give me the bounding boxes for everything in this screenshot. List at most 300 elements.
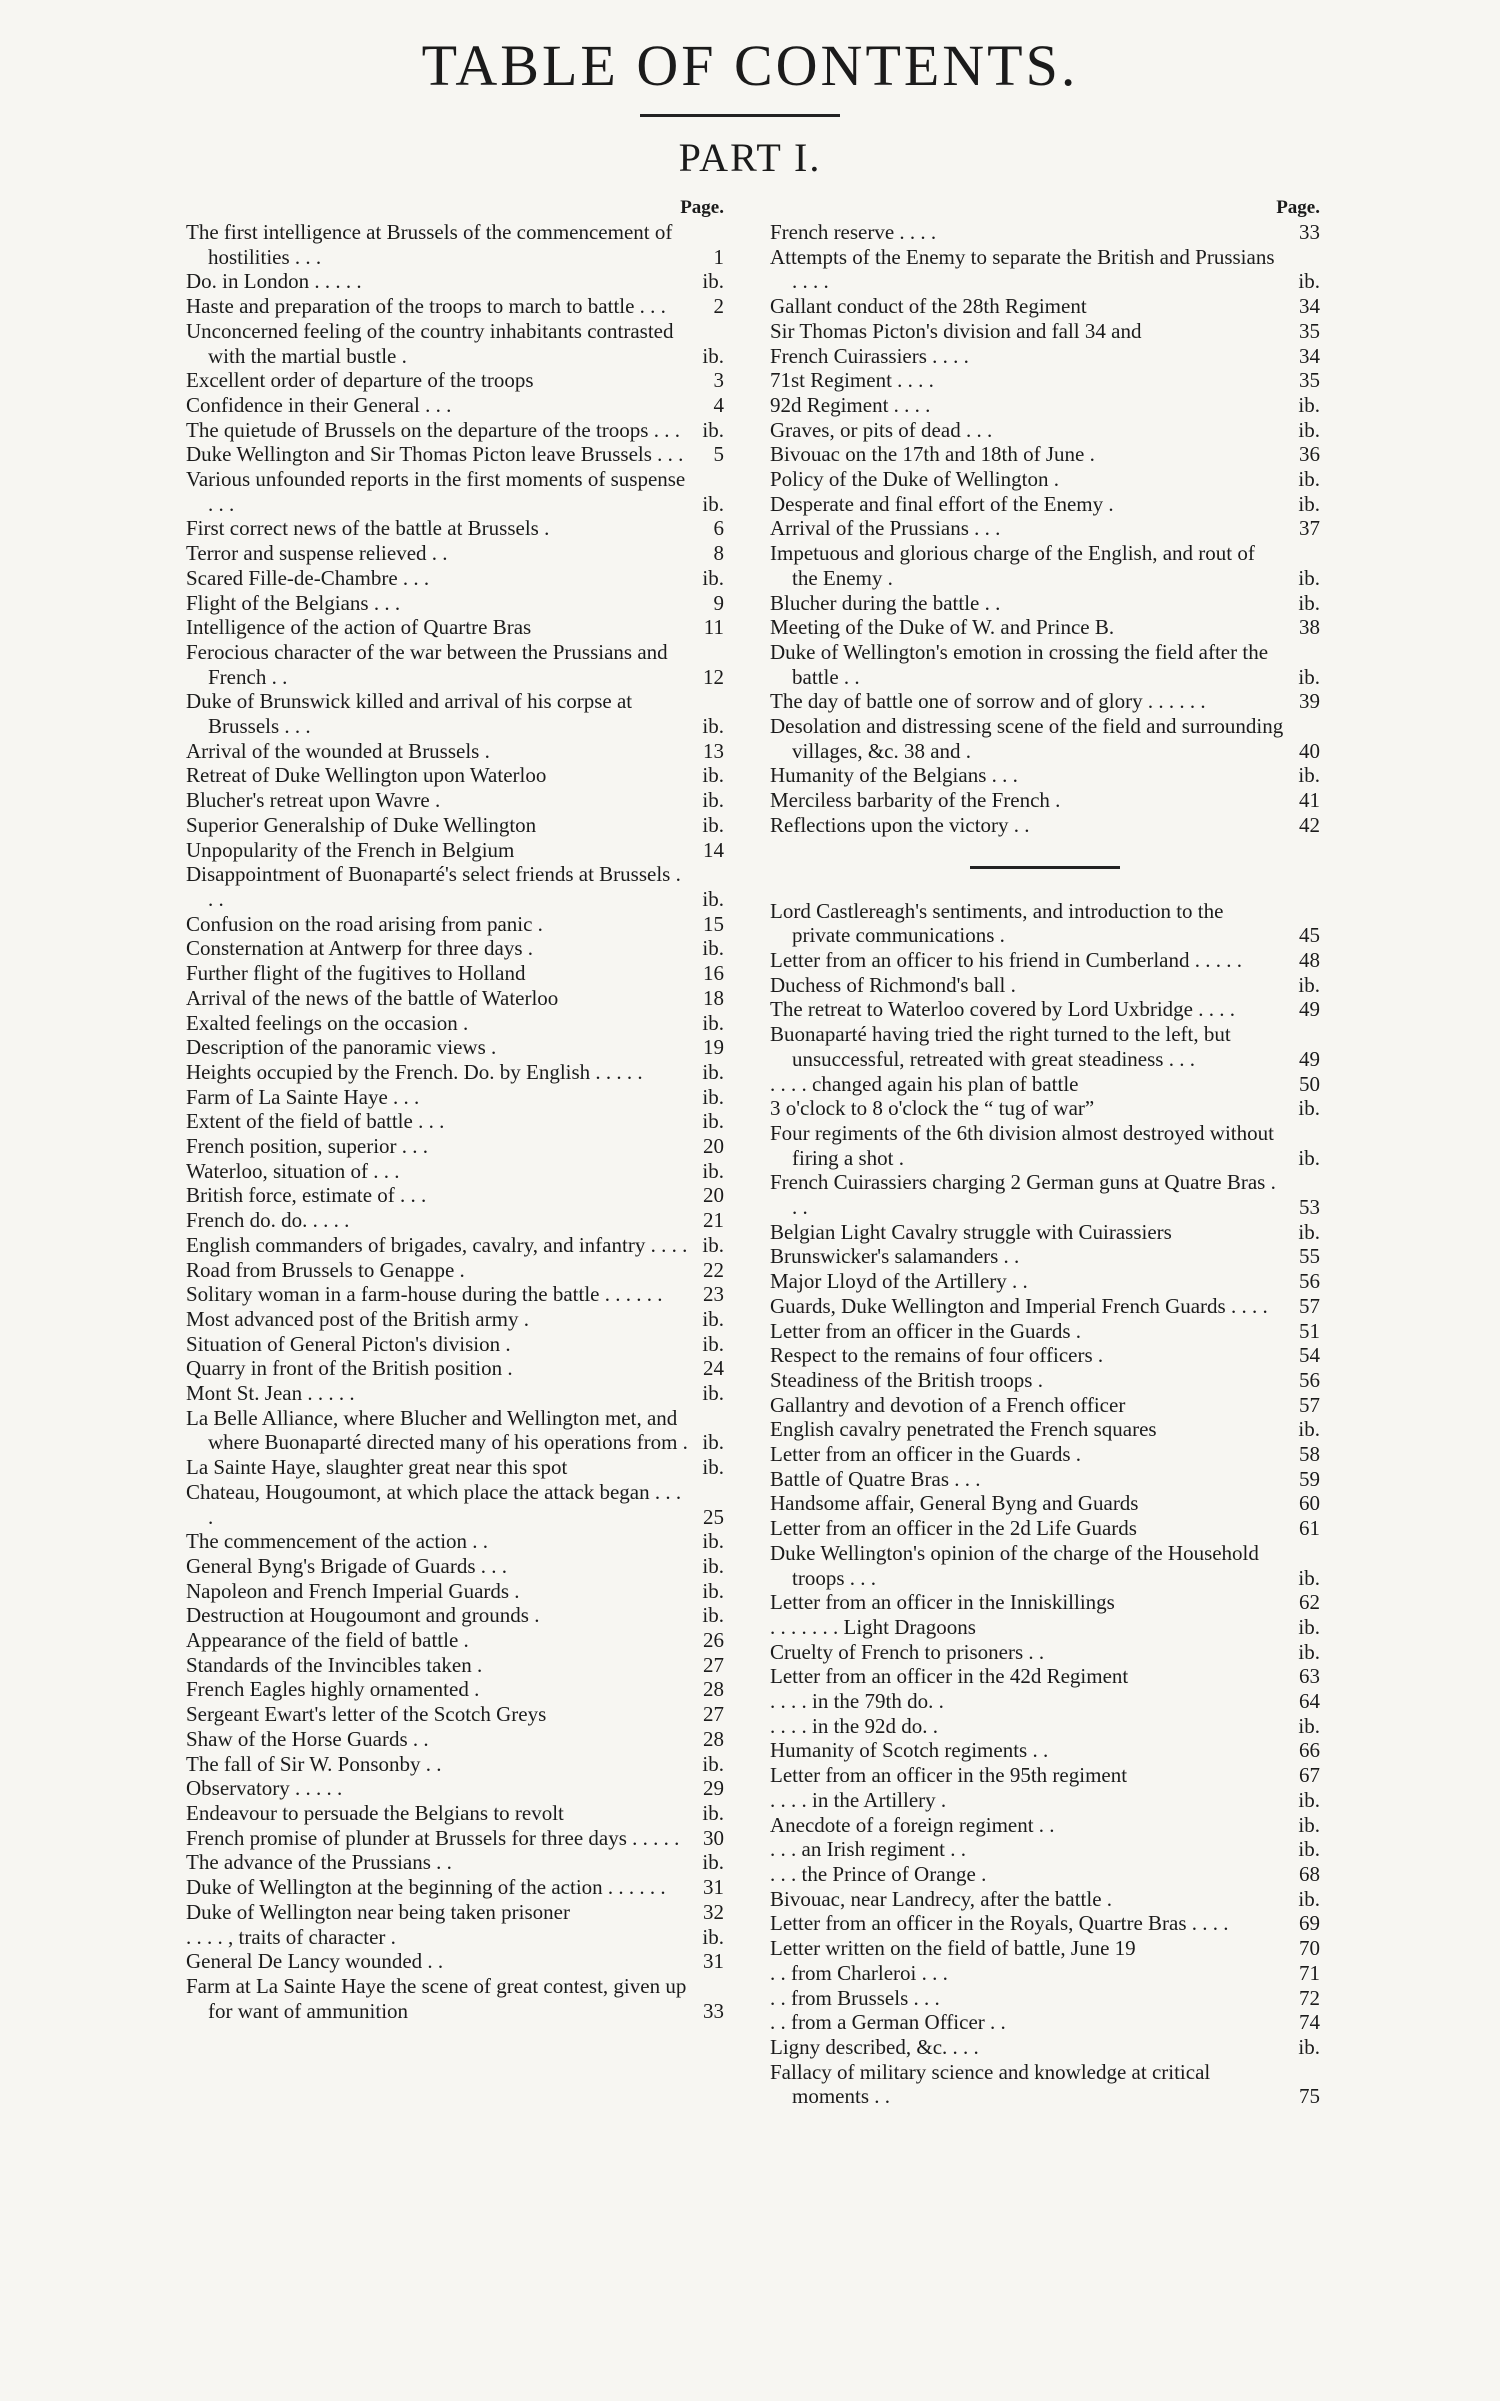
- toc-entry: [186, 1406, 724, 1455]
- toc-entry: [186, 615, 724, 640]
- toc-entry-page: ib.: [702, 812, 724, 837]
- toc-entry-page: 13: [703, 738, 724, 763]
- left-entry-list: [186, 220, 724, 2023]
- toc-entry-page: 32: [703, 1899, 724, 1924]
- toc-entry-title: Haste and preparation of the troops to march to battle . . .: [186, 294, 666, 319]
- toc-entry-title: Solitary woman in a farm-house during the battle . . . . . .: [186, 1282, 663, 1307]
- toc-entry-page: ib.: [702, 1455, 724, 1480]
- toc-entry: [770, 1170, 1320, 1219]
- toc-entry: [186, 912, 724, 937]
- toc-entry: [186, 1628, 724, 1653]
- toc-entry-title: Merciless barbarity of the French .: [770, 788, 1061, 813]
- toc-entry: [770, 492, 1320, 517]
- toc-entry: [186, 393, 724, 418]
- toc-entry-title: Blucher's retreat upon Wavre .: [186, 788, 441, 813]
- toc-entry-title: First correct news of the battle at Brussels .: [186, 516, 550, 541]
- toc-entry-title: Terror and suspense relieved . .: [186, 541, 448, 566]
- toc-entry-page: 3: [713, 368, 724, 393]
- section-divider: [970, 866, 1120, 869]
- toc-entry-page: 15: [703, 911, 724, 936]
- toc-entry: [186, 813, 724, 838]
- toc-entry-page: 24: [703, 1356, 724, 1381]
- toc-entry-page: 28: [703, 1677, 724, 1702]
- toc-entry-page: ib.: [702, 1084, 724, 1109]
- toc-entry-title: Standards of the Invincibles taken .: [186, 1652, 483, 1677]
- toc-entry-page: 29: [703, 1776, 724, 1801]
- toc-entry-title: Waterloo, situation of . . .: [186, 1158, 400, 1183]
- toc-entry-title: The first intelligence at Brussels of the commencement of hostilities . . .: [186, 220, 673, 269]
- toc-entry: [770, 973, 1320, 998]
- toc-entry: [186, 1011, 724, 1036]
- toc-entry-title: Endeavour to persuade the Belgians to revolt: [186, 1801, 564, 1825]
- toc-entry-title: The day of battle one of sorrow and of glory . . . . . .: [770, 689, 1206, 714]
- toc-entry-page: 26: [703, 1628, 724, 1653]
- toc-entry-page: 14: [703, 837, 724, 862]
- toc-entry-title: La Belle Alliance, where Blucher and Wellington met, and where Buonaparté directed many of his operations from .: [186, 1405, 688, 1455]
- toc-entry: [770, 393, 1320, 418]
- toc-entry-page: ib.: [702, 1801, 724, 1825]
- toc-entry-page: 18: [703, 985, 724, 1010]
- toc-entry-title: Respect to the remains of four officers .: [770, 1343, 1104, 1368]
- toc-entry-title: British force, estimate of . . .: [186, 1183, 427, 1208]
- right-entry-list-b: [770, 899, 1320, 2109]
- toc-entry: [186, 788, 724, 813]
- toc-entry: [770, 1417, 1320, 1442]
- toc-entry-title: Desperate and final effort of the Enemy .: [770, 491, 1114, 516]
- toc-entry: [770, 591, 1320, 616]
- toc-entry-title: Observatory . . . . .: [186, 1776, 343, 1801]
- toc-entry-page: ib.: [702, 1010, 724, 1035]
- toc-entry-title: Various unfounded reports in the first moments of suspense . . .: [186, 467, 686, 516]
- toc-entry-title: . . . . in the Artillery .: [770, 1787, 947, 1812]
- toc-entry-page: ib.: [702, 1850, 724, 1875]
- toc-entry-page: 71: [1299, 1960, 1320, 1985]
- toc-entry-page: 57: [1299, 1392, 1320, 1417]
- toc-entry-title: . . . . . . . Light Dragoons: [770, 1614, 976, 1639]
- toc-entry-title: Letter written on the field of battle, June 19: [770, 1936, 1136, 1961]
- toc-entry-title: Humanity of Scotch regiments . .: [770, 1738, 1049, 1763]
- toc-entry-page: 49: [1299, 1046, 1320, 1071]
- toc-entry: [770, 344, 1320, 369]
- toc-entry-title: Duke of Brunswick killed and arrival of his corpse at Brussels . . .: [186, 689, 633, 739]
- toc-entry-page: 2: [713, 294, 724, 319]
- toc-entry: [186, 319, 724, 368]
- toc-entry-page: ib.: [702, 1232, 724, 1257]
- toc-entry-page: 48: [1299, 947, 1320, 972]
- toc-entry-title: Buonaparté having tried the right turned to the left, but unsuccessful, retreated with great steadiness . . .: [770, 1022, 1231, 1071]
- toc-entry-page: 21: [703, 1208, 724, 1233]
- toc-entry: [186, 936, 724, 961]
- toc-entry: [770, 1393, 1320, 1418]
- right-entry-list-a: [770, 220, 1320, 838]
- toc-entry-title: Exalted feelings on the occasion .: [186, 1010, 469, 1035]
- toc-entry-page: 40: [1299, 738, 1320, 763]
- toc-entry-page: 34: [1299, 343, 1320, 368]
- toc-entry: [770, 1590, 1320, 1615]
- toc-entry: [770, 220, 1320, 245]
- toc-entry: [770, 1072, 1320, 1097]
- toc-entry-title: Description of the panoramic views .: [186, 1035, 497, 1060]
- toc-entry-page: 36: [1299, 442, 1320, 467]
- toc-entry: [770, 1269, 1320, 1294]
- toc-entry-page: ib.: [1298, 1639, 1320, 1664]
- toc-entry-title: English commanders of brigades, cavalry, and infantry . . . .: [186, 1232, 688, 1257]
- toc-entry: [186, 640, 724, 689]
- toc-entry: [770, 1022, 1320, 1071]
- toc-entry-title: Superior Generalship of Duke Wellington: [186, 812, 537, 837]
- toc-entry-title: Quarry in front of the British position .: [186, 1356, 513, 1381]
- toc-entry-page: ib.: [1298, 392, 1320, 417]
- toc-entry: [770, 442, 1320, 467]
- toc-entry-page: ib.: [1298, 664, 1320, 689]
- toc-entry: [186, 368, 724, 393]
- toc-entry: [186, 1529, 724, 1554]
- toc-entry-title: Ligny described, &c. . . .: [770, 2034, 979, 2059]
- toc-entry-title: Humanity of the Belgians . . .: [770, 763, 1018, 788]
- toc-entry-title: Heights occupied by the French. Do. by English . . . . .: [186, 1059, 643, 1084]
- toc-entry-page: 37: [1299, 516, 1320, 541]
- toc-entry-page: 19: [703, 1035, 724, 1060]
- toc-entry-page: 23: [703, 1282, 724, 1307]
- toc-entry-page: 50: [1299, 1071, 1320, 1096]
- toc-entry: [770, 899, 1320, 948]
- toc-entry: [186, 1060, 724, 1085]
- toc-entry-page: 67: [1299, 1763, 1320, 1788]
- toc-entry-title: Duke of Wellington at the beginning of the action . . . . . .: [186, 1875, 666, 1900]
- toc-entry: [770, 1986, 1320, 2011]
- toc-entry-title: The commencement of the action . .: [186, 1529, 489, 1554]
- toc-entry: [770, 1763, 1320, 1788]
- toc-entry: [770, 1516, 1320, 1541]
- toc-entry: [770, 541, 1320, 590]
- left-page-heading: Page.: [680, 197, 724, 218]
- toc-entry-title: . . . . changed again his plan of battle: [770, 1071, 1079, 1096]
- toc-entry-title: . . . an Irish regiment . .: [770, 1837, 966, 1862]
- toc-entry-title: Handsome affair, General Byng and Guards: [770, 1491, 1139, 1516]
- toc-entry-page: ib.: [1298, 1565, 1320, 1590]
- toc-entry: [770, 1343, 1320, 1368]
- toc-entry-page: 33: [1299, 220, 1320, 244]
- toc-entry: [186, 1752, 724, 1777]
- toc-entry: [186, 1183, 724, 1208]
- toc-entry-page: 54: [1299, 1343, 1320, 1368]
- toc-entry: [770, 2035, 1320, 2060]
- toc-entry-title: Chateau, Hougoumont, at which place the attack began . . . .: [186, 1479, 682, 1529]
- toc-entry: [770, 1664, 1320, 1689]
- toc-entry-title: General Byng's Brigade of Guards . . .: [186, 1553, 508, 1578]
- toc-entry-page: ib.: [702, 269, 724, 294]
- toc-entry-page: 41: [1299, 788, 1320, 813]
- toc-entry: [186, 1332, 724, 1357]
- toc-entry-page: 42: [1299, 812, 1320, 837]
- toc-entry-title: Arrival of the Prussians . . .: [770, 516, 1001, 541]
- toc-entry-title: French Eagles highly ornamented .: [186, 1677, 480, 1702]
- toc-entry: [770, 813, 1320, 838]
- toc-entry: [770, 1096, 1320, 1121]
- toc-entry-page: ib.: [1298, 2034, 1320, 2059]
- toc-entry-page: 38: [1299, 615, 1320, 640]
- toc-entry-title: Sir Thomas Picton's division and fall 34 and: [770, 318, 1142, 343]
- toc-entry-page: 4: [713, 392, 724, 417]
- toc-entry: [186, 1677, 724, 1702]
- toc-entry: [770, 245, 1320, 294]
- toc-entry-title: Duchess of Richmond's ball .: [770, 972, 1016, 997]
- toc-entry-page: ib.: [1298, 1837, 1320, 1862]
- toc-entry-page: ib.: [702, 1381, 724, 1406]
- toc-entry-title: French promise of plunder at Brussels for three days . . . . .: [186, 1825, 680, 1850]
- toc-entry: [770, 1862, 1320, 1887]
- toc-entry-title: Mont St. Jean . . . . .: [186, 1381, 355, 1406]
- toc-entry-title: Arrival of the news of the battle of Waterloo: [186, 985, 559, 1010]
- toc-entry-title: Bivouac, near Landrecy, after the battle .: [770, 1886, 1113, 1911]
- toc-entry-page: 69: [1299, 1911, 1320, 1936]
- toc-entry-page: 31: [703, 1875, 724, 1900]
- left-column: [186, 196, 724, 2023]
- toc-entry: [770, 997, 1320, 1022]
- toc-entry-title: . . . . in the 79th do. .: [770, 1689, 944, 1714]
- toc-entry: [186, 1850, 724, 1875]
- toc-entry-page: 35: [1299, 318, 1320, 343]
- toc-entry: [186, 516, 724, 541]
- toc-entry-page: ib.: [702, 417, 724, 442]
- toc-entry-title: Further flight of the fugitives to Holland: [186, 961, 526, 986]
- toc-entry: [186, 689, 724, 738]
- toc-entry-page: 22: [703, 1257, 724, 1282]
- toc-entry-page: ib.: [702, 491, 724, 516]
- toc-entry-page: 51: [1299, 1318, 1320, 1343]
- toc-entry: [770, 1887, 1320, 1912]
- toc-entry: [770, 1788, 1320, 1813]
- toc-entry-title: French Cuirassiers . . . .: [770, 343, 969, 368]
- toc-entry: [186, 467, 724, 516]
- toc-entry: [186, 1307, 724, 1332]
- toc-entry-page: 75: [1299, 2084, 1320, 2109]
- title-rule: [640, 114, 840, 117]
- toc-entry-title: Sergeant Ewart's letter of the Scotch Greys: [186, 1702, 547, 1727]
- toc-entry-page: 68: [1299, 1862, 1320, 1886]
- toc-entry: [770, 1615, 1320, 1640]
- toc-entry: [770, 763, 1320, 788]
- toc-entry-title: Gallant conduct of the 28th Regiment: [770, 294, 1087, 319]
- toc-entry-page: 27: [703, 1702, 724, 1727]
- toc-entry: [770, 319, 1320, 344]
- toc-entry-title: Unconcerned feeling of the country inhabitants contrasted with the martial bustle .: [186, 318, 674, 368]
- toc-entry-page: ib.: [702, 1578, 724, 1603]
- toc-entry: [186, 1875, 724, 1900]
- toc-entry: [770, 1813, 1320, 1838]
- toc-entry-page: 61: [1299, 1516, 1320, 1541]
- toc-entry-page: 59: [1299, 1466, 1320, 1491]
- toc-entry-page: 28: [703, 1726, 724, 1751]
- toc-entry: [186, 1109, 724, 1134]
- toc-entry-page: 49: [1299, 997, 1320, 1022]
- toc-entry: [186, 1949, 724, 1974]
- toc-entry-title: The quietude of Brussels on the departure of the troops . . .: [186, 417, 680, 442]
- toc-entry-page: 66: [1299, 1738, 1320, 1763]
- toc-entry-title: Situation of General Picton's division .: [186, 1331, 511, 1356]
- toc-entry-page: 64: [1299, 1689, 1320, 1714]
- toc-entry-title: . . . . in the 92d do. .: [770, 1713, 938, 1738]
- page-title: TABLE OF CONTENTS.: [421, 33, 1079, 98]
- toc-entry-title: Brunswicker's salamanders . .: [770, 1244, 1020, 1269]
- toc-entry-page: 25: [703, 1504, 724, 1529]
- toc-entry: [186, 1134, 724, 1159]
- toc-entry-page: 45: [1299, 923, 1320, 948]
- toc-entry-title: Meeting of the Duke of W. and Prince B.: [770, 615, 1115, 640]
- toc-entry-title: Attempts of the Enemy to separate the British and Prussians . . . .: [770, 244, 1275, 294]
- toc-entry-page: 74: [1299, 2010, 1320, 2035]
- toc-entry-title: The fall of Sir W. Ponsonby . .: [186, 1751, 442, 1776]
- toc-entry: [770, 418, 1320, 443]
- toc-entry: [770, 714, 1320, 763]
- toc-entry-title: Farm of La Sainte Haye . . .: [186, 1084, 420, 1109]
- toc-entry-title: Steadiness of the British troops .: [770, 1367, 1043, 1392]
- toc-entry: [770, 1911, 1320, 1936]
- toc-entry: [770, 1689, 1320, 1714]
- toc-entry: [186, 294, 724, 319]
- toc-entry-page: 33: [703, 1998, 724, 2023]
- toc-entry-title: Letter from an officer in the Guards .: [770, 1442, 1081, 1467]
- toc-entry-title: Appearance of the field of battle .: [186, 1628, 469, 1653]
- toc-entry-title: French position, superior . . .: [186, 1134, 429, 1159]
- toc-entry-title: Shaw of the Horse Guards . .: [186, 1726, 429, 1751]
- toc-entry-title: The advance of the Prussians . .: [186, 1850, 452, 1875]
- toc-entry-page: ib.: [1298, 972, 1320, 997]
- toc-entry: [186, 838, 724, 863]
- toc-entry: [186, 1925, 724, 1950]
- toc-entry: [186, 862, 724, 911]
- toc-entry: [186, 1455, 724, 1480]
- toc-entry-title: Farm at La Sainte Haye the scene of great contest, given up for want of ammunition: [186, 1973, 687, 2023]
- toc-entry-title: La Sainte Haye, slaughter great near this spot: [186, 1455, 568, 1480]
- toc-entry: [770, 368, 1320, 393]
- toc-entry: [770, 1244, 1320, 1269]
- toc-entry-page: ib.: [1298, 269, 1320, 294]
- toc-entry-title: Anecdote of a foreign regiment . .: [770, 1812, 1055, 1837]
- toc-entry: [186, 220, 724, 269]
- toc-entry: [186, 986, 724, 1011]
- toc-entry-page: 6: [713, 516, 724, 541]
- toc-entry-page: 20: [703, 1134, 724, 1159]
- toc-entry: [770, 1961, 1320, 1986]
- toc-entry-page: ib.: [702, 788, 724, 813]
- toc-entry-title: Policy of the Duke of Wellington .: [770, 467, 1059, 492]
- toc-entry: [770, 1319, 1320, 1344]
- toc-entry: [770, 689, 1320, 714]
- toc-entry: [186, 1381, 724, 1406]
- toc-entry-page: ib.: [1298, 1614, 1320, 1639]
- toc-entry-title: Letter from an officer in the 2d Life Guards: [770, 1516, 1137, 1541]
- toc-entry-page: ib.: [1298, 1145, 1320, 1170]
- toc-entry: [770, 1714, 1320, 1739]
- toc-entry-page: ib.: [1298, 1096, 1320, 1121]
- toc-entry: [186, 541, 724, 566]
- toc-entry-title: Gallantry and devotion of a French officer: [770, 1392, 1126, 1417]
- toc-entry-title: Letter from an officer in the Guards .: [770, 1318, 1081, 1343]
- toc-entry-page: ib.: [1298, 491, 1320, 516]
- toc-entry-page: 35: [1299, 368, 1320, 393]
- toc-entry-title: Most advanced post of the British army .: [186, 1306, 529, 1331]
- toc-entry-page: ib.: [702, 1331, 724, 1356]
- toc-entry: [186, 739, 724, 764]
- toc-entry-title: Duke Wellington and Sir Thomas Picton leave Brussels . . .: [186, 442, 684, 467]
- toc-entry: [770, 1294, 1320, 1319]
- toc-entry: [770, 294, 1320, 319]
- toc-entry-title: Duke of Wellington near being taken prisoner: [186, 1899, 570, 1924]
- toc-entry-title: French do. do. . . . .: [186, 1208, 350, 1233]
- toc-entry-page: ib.: [702, 714, 724, 739]
- toc-entry: [186, 1653, 724, 1678]
- toc-entry: [770, 1936, 1320, 1961]
- toc-entry: [770, 1738, 1320, 1763]
- toc-entry-page: 20: [703, 1183, 724, 1208]
- toc-entry-page: ib.: [702, 1059, 724, 1084]
- toc-entry: [770, 615, 1320, 640]
- toc-entry: [186, 591, 724, 616]
- toc-entry-title: Bivouac on the 17th and 18th of June .: [770, 442, 1095, 467]
- toc-entry-page: 70: [1299, 1936, 1320, 1961]
- toc-entry: [770, 948, 1320, 973]
- toc-entry-page: 30: [703, 1825, 724, 1850]
- toc-entry: [770, 1541, 1320, 1590]
- toc-entry-title: French Cuirassiers charging 2 German guns at Quatre Bras . . .: [770, 1170, 1276, 1220]
- toc-entry-page: ib.: [702, 1603, 724, 1628]
- right-column: [770, 196, 1320, 2109]
- toc-entry: [770, 1640, 1320, 1665]
- toc-entry-page: ib.: [1298, 417, 1320, 442]
- toc-entry: [186, 1974, 724, 2023]
- toc-entry: [186, 1258, 724, 1283]
- toc-entry: [770, 1368, 1320, 1393]
- toc-entry-title: Fallacy of military science and knowledge at critical moments . .: [770, 2059, 1211, 2109]
- toc-entry: [770, 1467, 1320, 1492]
- toc-entry-page: ib.: [702, 1306, 724, 1331]
- toc-entry-title: Lord Castlereagh's sentiments, and introduction to the private communications .: [770, 898, 1224, 948]
- toc-entry: [770, 1121, 1320, 1170]
- toc-entry-page: 53: [1299, 1195, 1320, 1220]
- toc-entry-title: Do. in London . . . . .: [186, 269, 362, 294]
- toc-entry: [186, 1826, 724, 1851]
- toc-entry-page: 63: [1299, 1664, 1320, 1689]
- toc-entry: [770, 1837, 1320, 1862]
- toc-entry-title: Reflections upon the victory . .: [770, 812, 1030, 837]
- toc-entry-title: Battle of Quatre Bras . . .: [770, 1466, 981, 1491]
- toc-entry-title: Belgian Light Cavalry struggle with Cuirassiers: [770, 1219, 1172, 1244]
- toc-entry: [770, 788, 1320, 813]
- toc-entry-title: Desolation and distressing scene of the field and surrounding villages, &c. 38 and .: [770, 714, 1284, 763]
- toc-entry-title: Road from Brussels to Genappe .: [186, 1257, 465, 1282]
- toc-entry: [770, 1442, 1320, 1467]
- toc-entry: [770, 1220, 1320, 1245]
- toc-entry-title: French reserve . . . .: [770, 220, 937, 244]
- toc-entry-title: Intelligence of the action of Quartre Bras: [186, 615, 532, 640]
- toc-entry: [770, 2060, 1320, 2109]
- toc-entry-page: 11: [703, 615, 724, 640]
- toc-entry-title: Blucher during the battle . .: [770, 590, 1001, 615]
- toc-entry-title: Confidence in their General . . .: [186, 392, 452, 417]
- toc-entry-title: . . from Brussels . . .: [770, 1985, 940, 2010]
- toc-entry: [186, 1282, 724, 1307]
- toc-entry-page: 62: [1299, 1590, 1320, 1615]
- toc-entry-title: General De Lancy wounded . .: [186, 1949, 444, 1974]
- toc-entry-page: 56: [1299, 1269, 1320, 1294]
- toc-entry: [186, 1702, 724, 1727]
- toc-entry-page: ib.: [1298, 763, 1320, 788]
- toc-entry-title: 71st Regiment . . . .: [770, 368, 934, 393]
- toc-entry-title: Duke of Wellington's emotion in crossing the field after the battle . .: [770, 639, 1269, 689]
- toc-entry-title: . . from a German Officer . .: [770, 2010, 1006, 2035]
- toc-entry-page: ib.: [702, 1924, 724, 1949]
